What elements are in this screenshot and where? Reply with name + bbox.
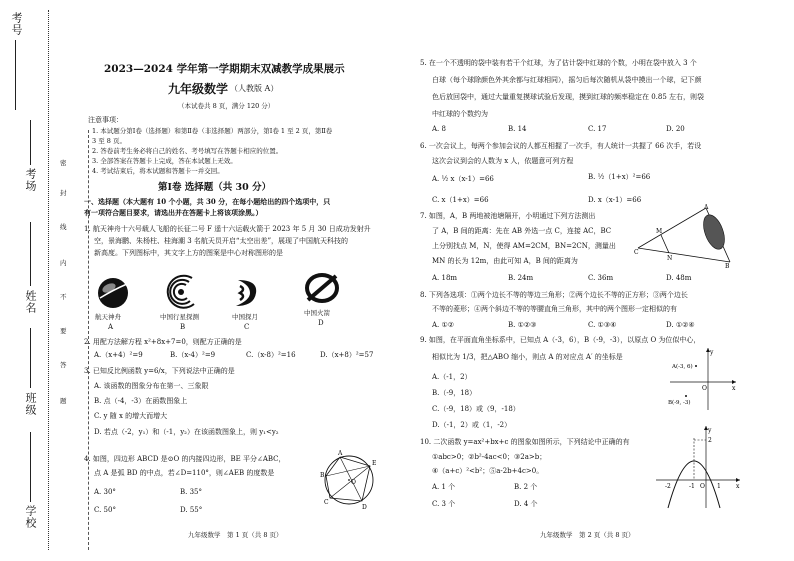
fig-label: E [372, 460, 377, 467]
q9-option-a[interactable]: A.（-1，2） [432, 373, 472, 381]
field-name-line[interactable] [30, 222, 31, 286]
q1-text: 空，景海鹏、朱杨柱、桂海潮 3 名航天员开启“太空出差”，展现了中国航天科技的 [94, 237, 349, 245]
fig-label: y [710, 349, 714, 356]
binding-dotted-line [48, 10, 49, 550]
q6-option-a[interactable]: A. ½ x（x-1）=66 [432, 175, 494, 183]
q4-option-a[interactable]: A. 30° [94, 488, 116, 496]
exam-edition: （人教版 A） [230, 84, 279, 93]
q6-option-b[interactable]: B. ½（1+x）²=66 [588, 173, 651, 181]
notice-item: 4. 考试结束后，将本试题和答题卡一并交回。 [92, 167, 224, 175]
exam-note: （本试卷共 8 页，满分 120 分） [178, 102, 275, 110]
field-exam-room: 考场 [24, 168, 37, 192]
section-1-title: 第Ⅰ卷 选择题（共 30 分） [158, 182, 272, 193]
footer-page-1: 九年级数学 第 1 页（共 8 页） [188, 531, 283, 539]
coordinate-plane-figure [668, 346, 738, 412]
notice-item: 2. 答卷前考生务必将自己的姓名、考号填写在答题卡相应的位置。 [92, 147, 283, 155]
q6-text: 这次会议到会的人数为 x 人，依题意可列方程 [432, 157, 574, 165]
q3-option-c[interactable]: C. y 随 x 的增大而增大 [94, 412, 168, 420]
q2-option-a[interactable]: A.（x+4）²=9 [94, 351, 143, 359]
fig-label: B [320, 472, 325, 479]
q5-text: 白球（每个球除颜色外其余都与红球相同），摇匀后每次随机从袋中摸出一个球，记下颜 [432, 76, 702, 84]
q4-text: 点 A 是弧 BD 的中点，若∠D=110°，则∠AEB 的度数是 [94, 469, 275, 477]
exam-title: 2023—2024 学年第一学期期末双减教学成果展示 [104, 63, 345, 75]
field-exam-id: 考号 [10, 12, 23, 36]
fig-label: -1 [689, 483, 695, 490]
q5-text: 5. 在一个不透明的袋中装有若干个红球，为了估计袋中红球的个数，小明在袋中放入 3 个 [420, 59, 697, 67]
fig-label: O [351, 479, 356, 486]
seal-char: 答 [60, 361, 67, 369]
q6-option-c[interactable]: C. x（1+x）=66 [432, 196, 489, 204]
fig-label: x [736, 483, 740, 490]
seal-char: 密 [60, 159, 67, 167]
q2-option-b[interactable]: B.（x-4）²=9 [170, 351, 216, 359]
fig-label: y [708, 427, 712, 434]
q9-option-b[interactable]: B.（-9，18） [432, 389, 477, 397]
q1-text: 1. 航天神舟十六号载人飞船的长征二号 F 遥十六运载火箭于 2023 年 5 月 30 日成功发射升 [84, 225, 371, 233]
q3-option-b[interactable]: B. 点（-4，-3）在函数图象上 [94, 397, 188, 405]
q2-option-d[interactable]: D.（x+8）²=57 [320, 351, 374, 359]
circle-quadrilateral-figure [318, 446, 380, 512]
fig-label: B [725, 263, 730, 268]
section-1-instruction-2: 有一项符合题目要求，请选出并在答题卡上将该项涂黑。） [84, 208, 263, 217]
seal-char: 不 [60, 293, 67, 301]
q8-option-a[interactable]: A. ①② [432, 321, 455, 329]
q9-option-d[interactable]: D.（-1，2）或（1，-2） [432, 421, 512, 429]
q3-text: 3. 已知反比例函数 y=6/x，下列说法中正确的是 [84, 367, 235, 375]
q3-option-d[interactable]: D. 若点（-2，y₁）和（-1，y₂）在该函数图象上，则 y₁<y₂ [94, 428, 279, 436]
q6-option-d[interactable]: D. x（x-1）=66 [588, 196, 642, 204]
q1-option-caption: 航天神舟 [95, 313, 121, 321]
q10-text: 10. 二次函数 y=ax²+bx+c 的图象如图所示，下列结论中正确的有 [420, 438, 630, 446]
q1-option-caption: 中国探月 [232, 313, 258, 321]
field-school-line[interactable] [30, 432, 31, 502]
fig-label: 2 [708, 437, 712, 444]
notices-title: 注意事项： [88, 116, 123, 124]
q5-text: 中红球的个数约为 [432, 110, 488, 118]
q5-option-d[interactable]: D. 20 [666, 125, 685, 133]
seal-char: 题 [60, 397, 67, 405]
q7-text: 了 A，B 间的距离：先在 AB 外选一点 C，连接 AC，BC [432, 227, 612, 235]
q8-option-b[interactable]: B. ①②③ [508, 321, 537, 329]
q4-option-b[interactable]: B. 35° [180, 488, 203, 496]
logo-lunar-exploration-icon [228, 276, 262, 310]
fig-label: -2 [665, 483, 671, 490]
exam-subject: 九年级数学 [168, 82, 229, 96]
fig-label: C [324, 499, 329, 506]
field-school: 学校 [24, 505, 37, 529]
q10-option-b[interactable]: B. 2 个 [514, 483, 538, 491]
q4-text: 4. 如图，四边形 ABCD 是⊙O 的内接四边形，BE 平分∠ABC， [84, 455, 286, 463]
q7-text: 7. 如图，A，B 两地被池塘隔开，小明通过下列方法测出 [420, 212, 596, 220]
q7-option-b[interactable]: B. 24m [508, 274, 534, 282]
q4-option-c[interactable]: C. 50° [94, 506, 116, 514]
seal-char: 线 [60, 223, 67, 231]
binding-sidebar [0, 0, 88, 561]
field-name: 姓名 [24, 290, 37, 314]
logo-planet-exploration-icon [162, 274, 200, 310]
fig-label: B(-9, -3) [668, 400, 691, 406]
q10-option-c[interactable]: C. 3 个 [432, 500, 456, 508]
q10-option-a[interactable]: A. 1 个 [432, 483, 456, 491]
q5-option-a[interactable]: A. 8 [432, 125, 446, 133]
q9-text: 9. 如图，在平面直角坐标系中，已知点 A（-3，6），B（-9，-3），以原点 O 为位似中心， [420, 336, 701, 344]
field-class-line[interactable] [30, 328, 31, 388]
q5-text: 色后放回袋中，通过大量重复摸球试验后发现，摸到红球的频率稳定在 0.85 左右，则袋 [432, 93, 705, 101]
fig-label: C [634, 249, 639, 256]
fig-label: O [702, 385, 707, 392]
field-exam-room-line[interactable] [30, 120, 31, 165]
q7-text: 上分别找点 M，N，使得 AM=2CM，BN=2CN，测量出 [432, 242, 616, 250]
q9-text: 相似比为 1/3，把△ABO 缩小，则点 A 的对应点 A′ 的坐标是 [432, 353, 623, 361]
pond-triangle-figure [634, 204, 734, 268]
parabola-figure [654, 424, 742, 510]
q8-text: 不等的菱形；④两个斜边不等的等腰直角三角形，其中的两个图形一定相似的有 [432, 305, 677, 313]
q1-option-d[interactable]: D [318, 319, 324, 327]
q8-option-c[interactable]: C. ①③④ [588, 321, 617, 329]
q7-text: MN 的长为 12m，由此可知 A，B 间的距离为 [432, 257, 578, 265]
notice-item: 3. 全部答案在答题卡上完成，答在本试题上无效。 [92, 157, 237, 165]
field-class: 班级 [24, 392, 37, 416]
fig-label: A(-3, 6) [672, 364, 693, 370]
q8-option-d[interactable]: D. ①②④ [666, 321, 695, 329]
q3-option-a[interactable]: A. 该函数的图象分布在第一、三象限 [94, 382, 209, 390]
fig-label: x [732, 385, 736, 392]
q10-text: ④（a+c）²<b²；⑤a-2b+4c>0。 [432, 467, 544, 475]
q1-option-b[interactable]: B [180, 323, 186, 331]
fig-label: D [362, 504, 367, 511]
fig-label: A [704, 204, 709, 211]
field-exam-id-line[interactable] [15, 40, 16, 110]
fig-label: O [700, 483, 705, 490]
q5-option-b[interactable]: B. 14 [508, 125, 527, 133]
q1-option-caption: 中国火箭 [304, 309, 330, 317]
logo-china-rocket-icon [304, 270, 340, 306]
q6-text: 6. 一次会议上，每两个参加会议的人都互相握了一次手，有人统计一共握了 66 次手，若设 [420, 142, 702, 150]
q1-text: 新高度。下列图标中，其文字上方的图案是中心对称图形的是 [94, 249, 283, 257]
q10-text: ①abc>0；②b²-4ac<0；③2a>b； [432, 453, 547, 461]
fig-label: M [656, 228, 663, 235]
q1-option-a[interactable]: A [108, 323, 114, 331]
notice-item: 1. 本试题分第Ⅰ卷（选择题）和第Ⅱ卷（非选择题）两部分，第Ⅰ卷 1 至 2 页，第Ⅱ卷 [92, 127, 333, 135]
q2-text: 2. 用配方法解方程 x²+8x+7=0，则配方正确的是 [84, 338, 242, 346]
q2-option-c[interactable]: C.（x-8）²=16 [246, 351, 296, 359]
q8-text: 8. 下列各选项：①两个边长不等的等边三角形；②两个边长不等的正方形；③两个边长 [420, 291, 688, 299]
fig-label: N [667, 255, 673, 262]
q1-option-c[interactable]: C [244, 323, 250, 331]
q1-option-caption: 中国行星探测 [160, 313, 199, 321]
q7-option-d[interactable]: D. 48m [666, 274, 692, 282]
q5-option-c[interactable]: C. 17 [588, 125, 607, 133]
footer-page-2: 九年级数学 第 2 页（共 8 页） [540, 531, 635, 539]
q4-option-d[interactable]: D. 55° [180, 506, 203, 514]
seal-char: 封 [60, 189, 67, 197]
q7-option-c[interactable]: C. 36m [588, 274, 614, 282]
notice-item: 3 至 8 页。 [92, 137, 126, 145]
q10-option-d[interactable]: D. 4 个 [514, 500, 538, 508]
q9-option-c[interactable]: C.（-9，18）或（9，-18） [432, 405, 520, 413]
fig-label: A [338, 450, 343, 457]
logo-shenzhou-icon [96, 276, 130, 310]
seal-char: 内 [60, 259, 67, 267]
q7-option-a[interactable]: A. 18m [432, 274, 458, 282]
section-1-instruction: 一、选择题（本大题有 10 个小题，共 30 分，在每小题给出的四个选项中，只 [84, 197, 331, 206]
fig-label: 1 [717, 483, 721, 490]
seal-char: 要 [60, 327, 67, 335]
